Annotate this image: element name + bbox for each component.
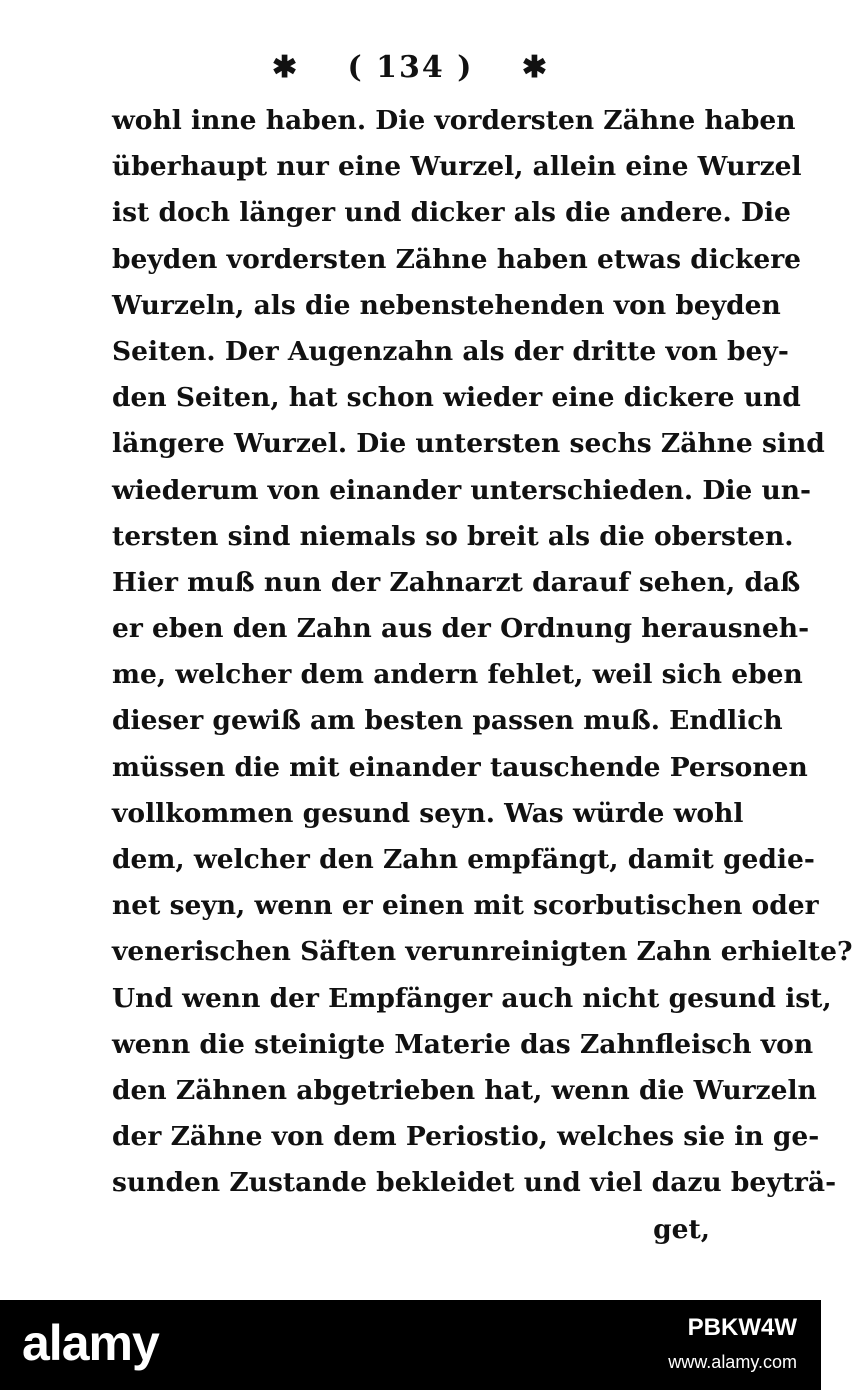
text-line: Wurzeln, als die nebenstehenden von beyden bbox=[112, 289, 781, 321]
text-line: tersten sind niemals so breit als die obersten. bbox=[112, 520, 794, 552]
image-id: PBKW4W bbox=[687, 1314, 797, 1341]
page-header bbox=[0, 50, 821, 85]
text-line: der Zähne von dem Periostio, welches sie in ge- bbox=[112, 1121, 820, 1153]
watermark-bar bbox=[0, 1300, 821, 1390]
text-line: wiederum von einander unterschieden. Die un- bbox=[112, 474, 812, 506]
text-line: venerischen Säften verunreinigten Zahn erhielte? bbox=[112, 936, 852, 968]
text-line: dieser gewiß am besten passen muß. Endlich bbox=[112, 705, 783, 737]
text-line: längere Wurzel. Die untersten sechs Zähne sind bbox=[112, 428, 825, 460]
text-line: wohl inne haben. Die vordersten Zähne haben bbox=[112, 105, 796, 136]
text-line: dem, welcher den Zahn empfängt, damit gedie- bbox=[112, 844, 815, 875]
body-text bbox=[112, 98, 852, 1253]
page-number: ( 134 ) bbox=[347, 50, 474, 85]
text-line: sunden Zustande bekleidet und viel dazu beyträ- bbox=[112, 1167, 837, 1199]
text-line: ist doch länger und dicker als die andere. Die bbox=[112, 197, 791, 229]
text-line: den Zähnen abgetrieben hat, wenn die Wurzeln bbox=[112, 1074, 817, 1106]
text-line: net seyn, wenn er einen mit scorbutischen oder bbox=[112, 890, 819, 922]
text-line: Und wenn der Empfänger auch nicht gesund ist, bbox=[112, 982, 832, 1014]
ornament-right-icon: ✱ bbox=[521, 50, 550, 85]
text-line: me, welcher dem andern fehlet, weil sich eben bbox=[112, 659, 803, 691]
text-line: Hier muß nun der Zahnarzt darauf sehen, daß bbox=[112, 566, 801, 598]
watermark-url: www.alamy.com bbox=[668, 1352, 797, 1372]
catchword: get, bbox=[653, 1213, 710, 1245]
text-line: überhaupt nur eine Wurzel, allein eine Wurzel bbox=[112, 151, 802, 183]
text-line: Seiten. Der Augenzahn als der dritte von bey- bbox=[112, 335, 789, 367]
text-line: den Seiten, hat schon wieder eine dickere und bbox=[112, 382, 801, 414]
text-line: beyden vordersten Zähne haben etwas dickere bbox=[112, 243, 802, 275]
alamy-logo: alamy bbox=[22, 1315, 159, 1371]
text-line: er eben den Zahn aus der Ordnung herausneh- bbox=[112, 613, 810, 645]
text-line: vollkommen gesund seyn. Was würde wohl bbox=[112, 797, 744, 829]
text-line: müssen die mit einander tauschende Personen bbox=[112, 751, 808, 783]
ornament-left-icon: ✱ bbox=[271, 50, 300, 85]
text-line: wenn die steinigte Materie das Zahnfleisch von bbox=[112, 1028, 814, 1060]
